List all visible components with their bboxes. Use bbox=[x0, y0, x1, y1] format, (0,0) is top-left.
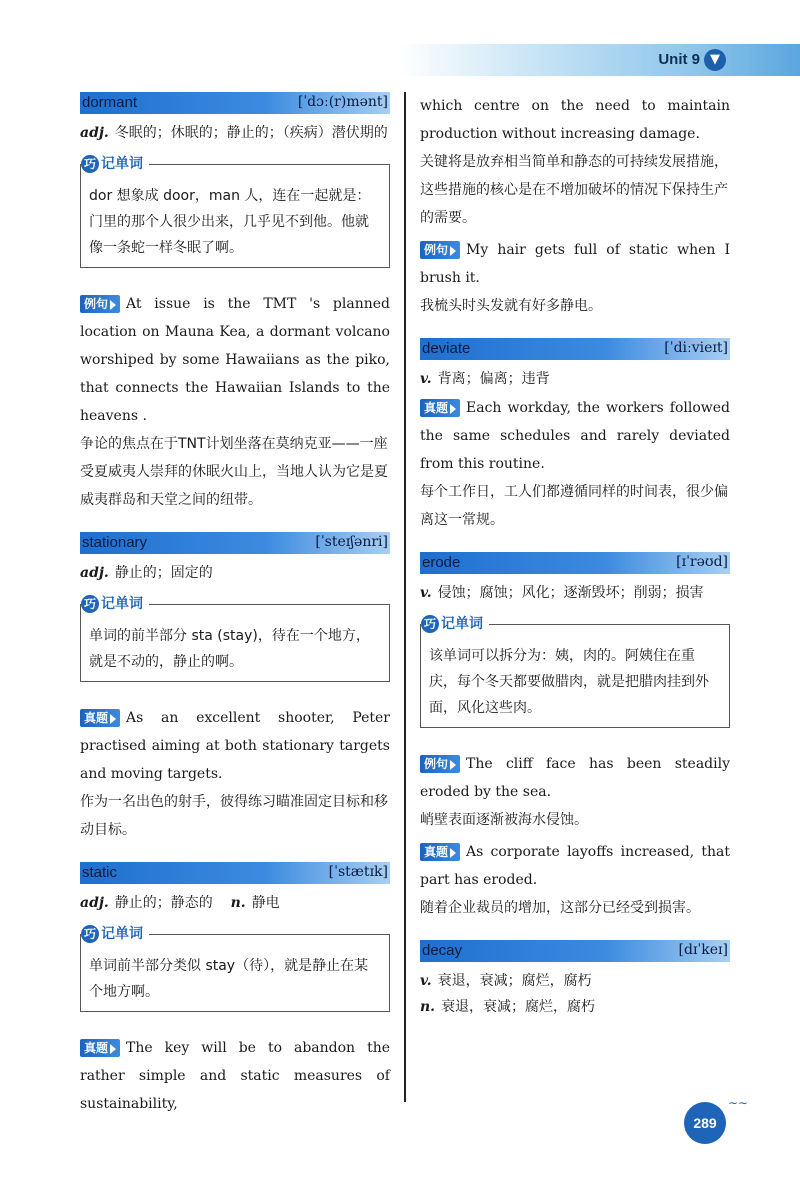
headword: stationary bbox=[82, 534, 148, 551]
example-en: 例句 The cliff face has been steadily eroded by the sea. bbox=[420, 756, 730, 800]
exam-tag: 真题 bbox=[420, 843, 460, 861]
exam-en: 真题 As an excellent shooter, Peter practised aiming at both stationary targets and moving targets. bbox=[80, 710, 390, 782]
word-header-erode bbox=[420, 552, 730, 574]
phonetic: [ɪˈrəʊd] bbox=[676, 554, 728, 570]
exam-en: 真题 The key will be to abandon the rather simple and static measures of sustainability, bbox=[80, 1040, 390, 1112]
memo-box bbox=[80, 925, 390, 1012]
example-tag: 例句 bbox=[420, 755, 460, 773]
phonetic: [ˈsteɪʃənri] bbox=[315, 534, 388, 550]
phonetic: [ˈdiːvieɪt] bbox=[664, 340, 728, 356]
definition: v. 背离；偏离；违背 bbox=[420, 371, 550, 387]
memo-title: 巧 记单词 bbox=[81, 923, 149, 943]
unit-label: Unit 9 bbox=[658, 51, 700, 68]
headword: decay bbox=[422, 942, 463, 959]
definition: adj. 静止的；固定的 bbox=[80, 565, 213, 581]
example-en: 例句 My hair gets full of static when I brush it. bbox=[420, 242, 730, 286]
exam-en: 真题 As corporate layoffs increased, that part has eroded. bbox=[420, 844, 730, 888]
memo-box bbox=[80, 155, 390, 268]
column-divider bbox=[404, 92, 406, 1102]
birds-icon: ∼∼ bbox=[728, 1096, 749, 1110]
exam-en: 真题 Each workday, the workers followed the same schedules and rarely deviated from this routine. bbox=[420, 400, 730, 472]
phonetic: [ˈstætɪk] bbox=[328, 864, 388, 880]
word-header-stationary bbox=[80, 532, 390, 554]
memo-text: 该单词可以拆分为：姨，肉的。阿姨住在重庆，每个冬天都要做腊肉，就是把腊肉挂到外面，风化这些肉。 bbox=[429, 648, 709, 716]
example-cn: 峭壁表面逐渐被海水侵蚀。 bbox=[420, 812, 588, 828]
phonetic: [dɪˈkeɪ] bbox=[678, 942, 728, 958]
headword: static bbox=[82, 864, 118, 881]
definition: adj. 静止的；静态的 n. 静电 bbox=[80, 895, 280, 911]
definition-noun: n. 衰退，衰减；腐烂，腐朽 bbox=[420, 999, 596, 1015]
example-en: 例句 At issue is the TMT 's planned location on Mauna Kea, a dormant volcano worshiped by some Hawaiians as the piko, that connects the Hawaiian Islands to the heavens . bbox=[80, 296, 390, 424]
exam-cn: 每个工作日，工人们都遵循同样的时间表，很少偏离这一常规。 bbox=[420, 484, 728, 528]
definition-text: 冬眠的；休眠的；静止的；（疾病）潜伏期的 bbox=[114, 125, 388, 141]
memo-box bbox=[80, 595, 390, 682]
word-header-decay bbox=[420, 940, 730, 962]
memo-box bbox=[420, 615, 730, 728]
memo-icon: 巧 bbox=[81, 925, 99, 943]
part-of-speech: adj. bbox=[80, 125, 109, 141]
memo-text: 单词的前半部分 sta (stay)，待在一个地方，就是不动的，静止的啊。 bbox=[89, 628, 370, 670]
exam-cn: 关键将是放弃相当简单和静态的可持续发展措施，这些措施的核心是在不增加破坏的情况下保持生产的需要。 bbox=[420, 154, 728, 226]
word-header-static bbox=[80, 862, 390, 884]
memo-icon: 巧 bbox=[81, 155, 99, 173]
phonetic: [ˈdɔː(r)mənt] bbox=[297, 94, 388, 110]
exam-cn: 作为一名出色的射手，彼得练习瞄准固定目标和移动目标。 bbox=[80, 794, 388, 838]
exam-tag: 真题 bbox=[80, 1039, 120, 1057]
right-column bbox=[420, 92, 730, 1030]
exam-tag: 真题 bbox=[80, 709, 120, 727]
definition: v. 衰退，衰减；腐烂，腐朽 bbox=[420, 973, 592, 989]
example-cn: 我梳头时头发就有好多静电。 bbox=[420, 298, 602, 314]
exam-en-continued: which centre on the need to maintain production without increasing damage. bbox=[420, 98, 730, 142]
definition: v. 侵蚀；腐蚀；风化；逐渐毁坏；削弱；损害 bbox=[420, 585, 704, 601]
example-cn: 争论的焦点在于TNT计划坐落在莫纳克亚——一座受夏威夷人崇拜的休眠火山上，当地人认为它是夏威夷群岛和天堂之间的纽带。 bbox=[80, 436, 388, 508]
memo-text: 单词前半部分类似 stay（待），就是静止在某个地方啊。 bbox=[89, 958, 369, 1000]
memo-title: 巧 记单词 bbox=[421, 613, 489, 633]
exam-tag: 真题 bbox=[420, 399, 460, 417]
word-header-deviate bbox=[420, 338, 730, 360]
memo-title: 巧 记单词 bbox=[81, 153, 149, 173]
chevron-down-icon: ▼ bbox=[704, 49, 726, 71]
exam-cn: 随着企业裁员的增加，这部分已经受到损害。 bbox=[420, 900, 700, 916]
memo-icon: 巧 bbox=[421, 615, 439, 633]
memo-title: 巧 记单词 bbox=[81, 593, 149, 613]
word-header-dormant bbox=[80, 92, 390, 114]
example-tag: 例句 bbox=[420, 241, 460, 259]
example-tag: 例句 bbox=[80, 295, 120, 313]
headword: deviate bbox=[422, 340, 471, 357]
memo-icon: 巧 bbox=[81, 595, 99, 613]
headword: dormant bbox=[82, 94, 138, 111]
headword: erode bbox=[422, 554, 461, 571]
memo-text: dor 想象成 door，man 人，连在一起就是：门里的那个人很少出来，几乎见不到他。他就像一条蛇一样冬眠了啊。 bbox=[89, 188, 371, 256]
unit-banner bbox=[400, 44, 800, 76]
definition bbox=[80, 120, 390, 146]
page-number: 289 bbox=[684, 1102, 726, 1144]
left-column bbox=[80, 92, 390, 1118]
